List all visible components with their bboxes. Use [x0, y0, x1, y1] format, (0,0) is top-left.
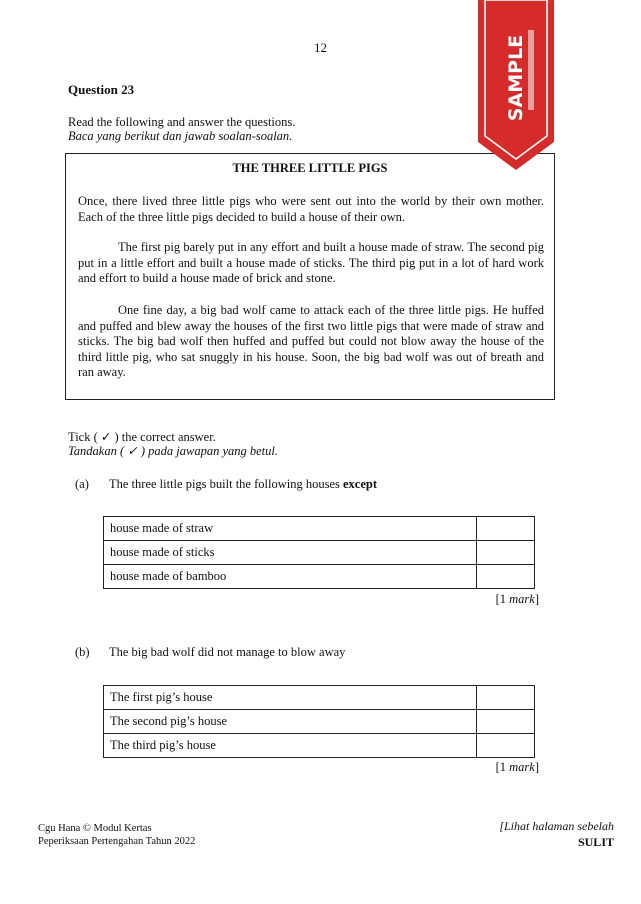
- footer-credit-line-2: Peperiksaan Pertengahan Tahun 2022: [38, 836, 196, 847]
- question-text-emphasis: except: [343, 477, 378, 491]
- mark-open: [1: [495, 592, 510, 606]
- question-text-prefix: The big bad wolf did not manage to blow away: [109, 645, 346, 659]
- option-label: house made of bamboo: [104, 565, 477, 589]
- mark-close: ]: [534, 760, 539, 774]
- tick-box[interactable]: [477, 710, 535, 734]
- mark-close: ]: [534, 592, 539, 606]
- next-page-note: [Lihat halaman sebelah: [499, 819, 614, 833]
- tick-box[interactable]: [477, 734, 535, 758]
- option-label: house made of sticks: [104, 541, 477, 565]
- passage-paragraph-3: One fine day, a big bad wolf came to attack each of the three little pigs. He huffed and puffed and blew away the houses of the first two little pigs that were made of straw and sticks. The big bad wolf then huffed and puffed but could not blow away the house of the third little pig, who sat snuggly in his house. Soon, the big bad wolf was out of breath and ran away.: [78, 303, 544, 379]
- table-row: [104, 734, 535, 758]
- option-label: The third pig’s house: [104, 734, 477, 758]
- passage-paragraph-1: Once, there lived three little pigs who were sent out into the world by their own mother. Each of the three little pigs decided to build a house of their own.: [78, 194, 544, 224]
- tick-box[interactable]: [477, 686, 535, 710]
- mark-word: mark: [509, 760, 535, 774]
- tick-box[interactable]: [477, 517, 535, 541]
- table-row: [104, 565, 535, 589]
- mark-word: mark: [509, 592, 535, 606]
- classification-label: SULIT: [577, 835, 614, 849]
- table-row: [104, 517, 535, 541]
- passage-title: THE THREE LITTLE PIGS: [232, 161, 388, 175]
- answer-table-a: [103, 516, 535, 589]
- sample-ribbon: [476, 0, 556, 172]
- option-label: house made of straw: [104, 517, 477, 541]
- question-text: [109, 477, 377, 492]
- question-text-prefix: The three little pigs built the following houses: [109, 477, 343, 491]
- tick-instruction: [68, 430, 278, 458]
- question-letter: (b): [75, 645, 90, 659]
- option-label: The first pig’s house: [104, 686, 477, 710]
- table-row: [104, 686, 535, 710]
- footer-credit-line-1: Cgu Hana © Modul Kertas: [38, 823, 152, 834]
- question-letter: (a): [75, 477, 89, 491]
- passage-box: [65, 153, 555, 400]
- tick-instruction-english: Tick ( ✓ ) the correct answer.: [68, 430, 216, 444]
- answer-table-b: [103, 685, 535, 758]
- question-title: Question 23: [68, 82, 135, 97]
- mark-allocation-a: [439, 592, 539, 607]
- instruction-malay: Baca yang berikut dan jawab soalan-soalan.: [68, 129, 293, 143]
- instruction-english: Read the following and answer the questions.: [68, 115, 296, 129]
- footer-right: [440, 818, 614, 850]
- passage-paragraph-2: The first pig barely put in any effort and built a house made of straw. The second pig put in a little effort and built a house made of sticks. The third pig put in a lot of hard work and effort to build a house made of brick and stone.: [78, 240, 544, 285]
- table-row: [104, 710, 535, 734]
- footer-credit: [38, 822, 195, 848]
- reading-instruction: [68, 115, 295, 143]
- sample-label: SAMPLE: [505, 34, 527, 122]
- mark-open: [1: [495, 760, 510, 774]
- tick-box[interactable]: [477, 541, 535, 565]
- mark-allocation-b: [439, 760, 539, 775]
- page-number: 12: [314, 40, 327, 55]
- tick-box[interactable]: [477, 565, 535, 589]
- table-row: [104, 541, 535, 565]
- option-label: The second pig’s house: [104, 710, 477, 734]
- tick-instruction-malay: Tandakan ( ✓ ) pada jawapan yang betul.: [68, 444, 279, 458]
- question-text: [109, 645, 345, 660]
